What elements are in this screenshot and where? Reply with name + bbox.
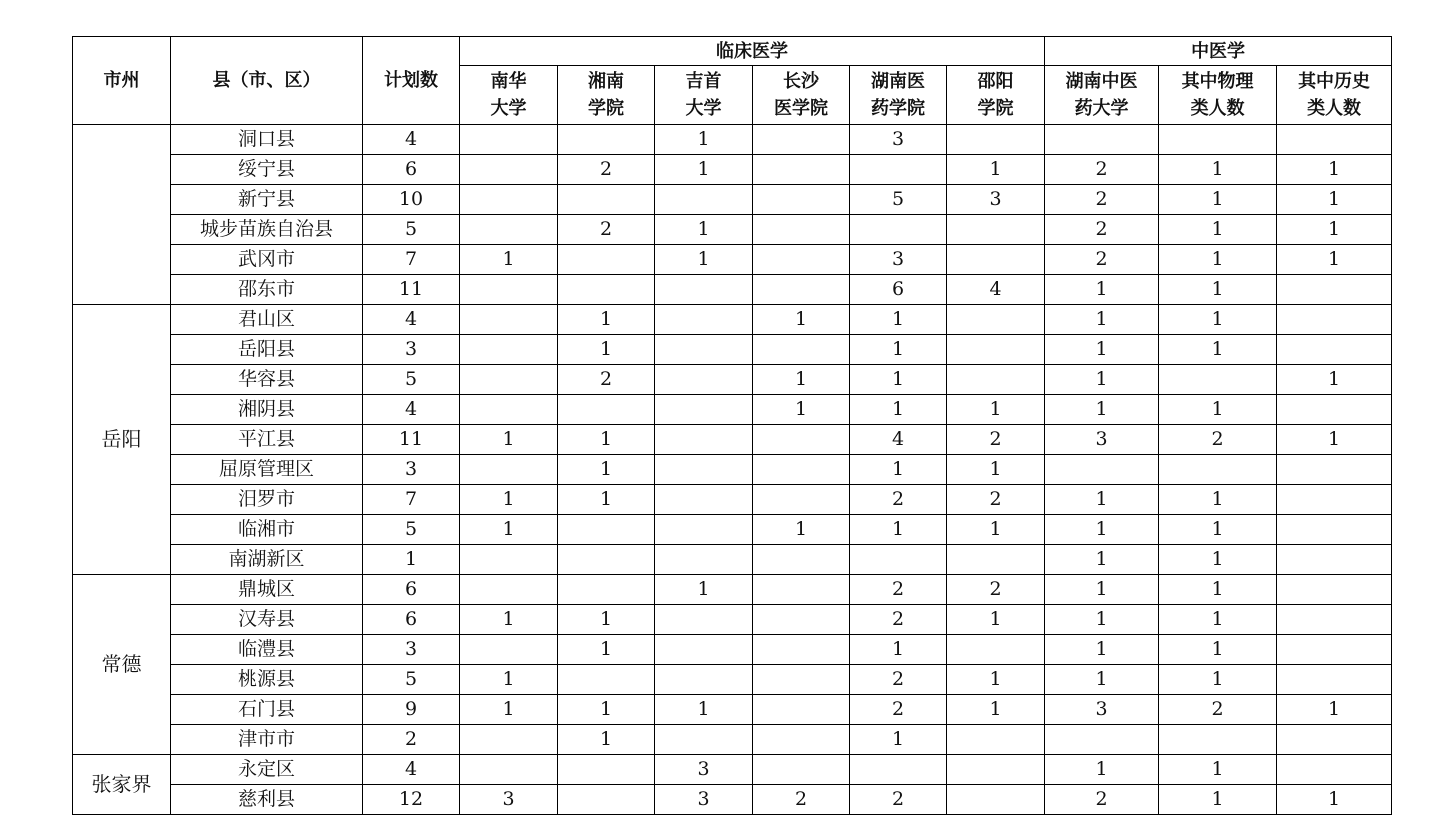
quota-cell: 1 — [1159, 665, 1277, 695]
quota-cell — [558, 395, 655, 425]
quota-cell: 2 — [850, 605, 947, 635]
plan-cell: 6 — [363, 575, 460, 605]
quota-cell: 1 — [460, 665, 558, 695]
quota-cell — [655, 395, 753, 425]
quota-cell — [655, 485, 753, 515]
quota-cell — [655, 725, 753, 755]
plan-cell: 4 — [363, 755, 460, 785]
quota-cell — [753, 185, 850, 215]
quota-cell — [753, 665, 850, 695]
quota-cell: 1 — [558, 305, 655, 335]
quota-cell — [947, 335, 1045, 365]
clinical-col-header: 邵阳 学院 — [947, 66, 1045, 125]
quota-table — [72, 36, 1392, 815]
quota-cell: 2 — [558, 215, 655, 245]
quota-cell — [753, 485, 850, 515]
quota-cell: 1 — [1159, 515, 1277, 545]
quota-cell — [850, 755, 947, 785]
quota-cell — [947, 245, 1045, 275]
quota-cell — [850, 545, 947, 575]
quota-cell — [947, 755, 1045, 785]
plan-cell: 10 — [363, 185, 460, 215]
quota-cell: 2 — [850, 575, 947, 605]
quota-cell — [460, 635, 558, 665]
plan-cell: 3 — [363, 455, 460, 485]
quota-cell: 1 — [850, 455, 947, 485]
county-cell: 华容县 — [171, 365, 363, 395]
quota-cell — [947, 545, 1045, 575]
quota-cell: 1 — [460, 515, 558, 545]
county-cell: 绥宁县 — [171, 155, 363, 185]
quota-cell — [460, 275, 558, 305]
plan-cell: 5 — [363, 365, 460, 395]
table-row — [73, 185, 1392, 215]
quota-cell: 3 — [850, 245, 947, 275]
quota-cell — [558, 785, 655, 815]
quota-cell — [1277, 545, 1392, 575]
quota-cell — [850, 215, 947, 245]
quota-cell: 1 — [1159, 755, 1277, 785]
quota-cell — [558, 245, 655, 275]
quota-cell: 1 — [558, 335, 655, 365]
table-row — [73, 425, 1392, 455]
table-row — [73, 725, 1392, 755]
quota-cell — [947, 125, 1045, 155]
quota-cell: 1 — [655, 155, 753, 185]
quota-cell — [655, 335, 753, 365]
county-cell: 屈原管理区 — [171, 455, 363, 485]
quota-cell: 2 — [850, 695, 947, 725]
clinical-col-header: 湘南 学院 — [558, 66, 655, 125]
plan-cell: 12 — [363, 785, 460, 815]
quota-cell: 3 — [655, 755, 753, 785]
quota-cell — [947, 365, 1045, 395]
county-cell: 临澧县 — [171, 635, 363, 665]
quota-cell — [460, 725, 558, 755]
quota-cell: 4 — [850, 425, 947, 455]
quota-cell: 2 — [947, 425, 1045, 455]
plan-cell: 5 — [363, 515, 460, 545]
quota-cell — [1277, 335, 1392, 365]
quota-cell: 6 — [850, 275, 947, 305]
quota-cell — [1159, 725, 1277, 755]
plan-cell: 4 — [363, 305, 460, 335]
quota-cell: 4 — [947, 275, 1045, 305]
quota-cell — [655, 515, 753, 545]
quota-cell — [558, 755, 655, 785]
county-cell: 永定区 — [171, 755, 363, 785]
quota-cell: 1 — [947, 155, 1045, 185]
quota-cell — [655, 455, 753, 485]
quota-cell: 1 — [460, 695, 558, 725]
quota-cell: 1 — [850, 305, 947, 335]
quota-cell: 1 — [1159, 485, 1277, 515]
quota-cell — [1045, 455, 1159, 485]
header-tcm-group: 中医学 — [1045, 37, 1392, 66]
quota-cell: 1 — [753, 515, 850, 545]
quota-cell: 1 — [850, 725, 947, 755]
plan-cell: 6 — [363, 605, 460, 635]
quota-cell: 1 — [1159, 605, 1277, 635]
quota-cell: 1 — [1159, 635, 1277, 665]
quota-cell — [1277, 665, 1392, 695]
quota-cell — [460, 755, 558, 785]
table-row — [73, 215, 1392, 245]
county-cell: 鼎城区 — [171, 575, 363, 605]
table-header — [73, 37, 1392, 125]
quota-cell: 1 — [1159, 275, 1277, 305]
county-cell: 汉寿县 — [171, 605, 363, 635]
quota-cell — [753, 125, 850, 155]
quota-cell: 1 — [655, 575, 753, 605]
table-row — [73, 695, 1392, 725]
quota-cell: 1 — [1045, 395, 1159, 425]
tcm-col-header: 其中历史 类人数 — [1277, 66, 1392, 125]
quota-cell — [1277, 605, 1392, 635]
quota-cell: 2 — [1045, 215, 1159, 245]
quota-cell: 1 — [558, 605, 655, 635]
quota-cell — [460, 185, 558, 215]
quota-cell — [655, 605, 753, 635]
quota-cell: 1 — [850, 365, 947, 395]
quota-cell — [1277, 515, 1392, 545]
quota-cell — [1045, 725, 1159, 755]
quota-cell: 1 — [850, 395, 947, 425]
quota-cell: 1 — [1159, 215, 1277, 245]
quota-cell — [753, 605, 850, 635]
table-row — [73, 245, 1392, 275]
quota-cell — [947, 725, 1045, 755]
quota-cell: 3 — [1045, 425, 1159, 455]
plan-cell: 9 — [363, 695, 460, 725]
quota-cell: 1 — [1159, 785, 1277, 815]
quota-cell: 1 — [1045, 485, 1159, 515]
quota-cell — [1277, 485, 1392, 515]
quota-cell: 3 — [655, 785, 753, 815]
quota-cell: 1 — [1045, 305, 1159, 335]
quota-cell: 1 — [850, 335, 947, 365]
table-row — [73, 605, 1392, 635]
quota-cell — [753, 575, 850, 605]
quota-cell: 1 — [947, 665, 1045, 695]
quota-cell — [460, 395, 558, 425]
county-cell: 临湘市 — [171, 515, 363, 545]
plan-cell: 5 — [363, 665, 460, 695]
quota-cell: 1 — [1045, 515, 1159, 545]
quota-cell: 1 — [558, 725, 655, 755]
quota-cell: 1 — [1159, 185, 1277, 215]
quota-cell: 1 — [1159, 545, 1277, 575]
quota-cell: 1 — [1159, 155, 1277, 185]
quota-cell: 1 — [1045, 545, 1159, 575]
header-plan: 计划数 — [363, 37, 460, 125]
county-cell: 邵东市 — [171, 275, 363, 305]
table-row — [73, 545, 1392, 575]
quota-cell: 1 — [1159, 575, 1277, 605]
quota-cell: 2 — [1045, 185, 1159, 215]
quota-cell: 2 — [753, 785, 850, 815]
table-row — [73, 275, 1392, 305]
header-clinical-group: 临床医学 — [460, 37, 1045, 66]
quota-cell: 3 — [850, 125, 947, 155]
plan-cell: 11 — [363, 275, 460, 305]
quota-cell — [947, 215, 1045, 245]
quota-cell — [460, 215, 558, 245]
quota-cell — [460, 305, 558, 335]
quota-cell — [753, 335, 850, 365]
county-cell: 石门县 — [171, 695, 363, 725]
quota-cell: 1 — [1277, 155, 1392, 185]
quota-cell — [655, 665, 753, 695]
quota-cell: 1 — [1159, 335, 1277, 365]
county-cell: 岳阳县 — [171, 335, 363, 365]
quota-cell — [753, 635, 850, 665]
plan-cell: 3 — [363, 635, 460, 665]
county-cell: 君山区 — [171, 305, 363, 335]
plan-cell: 7 — [363, 485, 460, 515]
table-row — [73, 335, 1392, 365]
quota-cell — [947, 785, 1045, 815]
quota-cell — [753, 455, 850, 485]
quota-cell — [753, 725, 850, 755]
table-row — [73, 755, 1392, 785]
quota-cell — [655, 185, 753, 215]
quota-cell — [1277, 725, 1392, 755]
quota-cell — [753, 275, 850, 305]
header-county: 县（市、区） — [171, 37, 363, 125]
quota-cell: 3 — [460, 785, 558, 815]
quota-cell: 1 — [460, 485, 558, 515]
quota-cell: 1 — [947, 515, 1045, 545]
table-row — [73, 575, 1392, 605]
quota-cell: 1 — [947, 695, 1045, 725]
county-cell: 津市市 — [171, 725, 363, 755]
quota-cell: 1 — [850, 635, 947, 665]
quota-cell: 1 — [1045, 755, 1159, 785]
table-body — [73, 125, 1392, 815]
quota-cell — [655, 305, 753, 335]
clinical-col-header: 吉首 大学 — [655, 66, 753, 125]
city-cell — [73, 125, 171, 305]
quota-cell — [753, 245, 850, 275]
plan-cell: 1 — [363, 545, 460, 575]
quota-cell: 1 — [558, 635, 655, 665]
quota-cell — [753, 155, 850, 185]
quota-cell: 1 — [1277, 365, 1392, 395]
quota-cell — [655, 365, 753, 395]
quota-cell — [1045, 125, 1159, 155]
quota-cell: 1 — [558, 455, 655, 485]
plan-cell: 4 — [363, 395, 460, 425]
quota-cell: 1 — [1045, 335, 1159, 365]
quota-cell — [947, 635, 1045, 665]
quota-cell: 1 — [460, 605, 558, 635]
quota-cell — [655, 545, 753, 575]
tcm-col-header: 其中物理 类人数 — [1159, 66, 1277, 125]
county-cell: 湘阴县 — [171, 395, 363, 425]
quota-cell — [1277, 575, 1392, 605]
quota-cell — [1277, 395, 1392, 425]
table-row — [73, 155, 1392, 185]
plan-cell: 11 — [363, 425, 460, 455]
quota-cell: 2 — [558, 155, 655, 185]
quota-cell: 1 — [1159, 245, 1277, 275]
quota-cell: 2 — [1045, 245, 1159, 275]
quota-cell: 1 — [753, 365, 850, 395]
quota-cell — [460, 575, 558, 605]
table-row — [73, 665, 1392, 695]
city-cell: 张家界 — [73, 755, 171, 815]
tcm-col-header: 湖南中医 药大学 — [1045, 66, 1159, 125]
quota-cell — [1277, 125, 1392, 155]
quota-cell: 1 — [753, 395, 850, 425]
quota-cell: 5 — [850, 185, 947, 215]
county-cell: 桃源县 — [171, 665, 363, 695]
plan-cell: 3 — [363, 335, 460, 365]
quota-cell: 1 — [1045, 575, 1159, 605]
quota-cell — [1277, 275, 1392, 305]
clinical-col-header: 湖南医 药学院 — [850, 66, 947, 125]
quota-cell: 1 — [850, 515, 947, 545]
quota-cell — [558, 185, 655, 215]
quota-cell — [1159, 125, 1277, 155]
table-row — [73, 395, 1392, 425]
quota-cell: 1 — [1277, 425, 1392, 455]
county-cell: 慈利县 — [171, 785, 363, 815]
quota-cell — [753, 425, 850, 455]
quota-cell: 1 — [1045, 275, 1159, 305]
quota-cell: 2 — [850, 785, 947, 815]
quota-cell: 1 — [1045, 605, 1159, 635]
table-row — [73, 455, 1392, 485]
table-row — [73, 485, 1392, 515]
quota-cell: 2 — [1159, 425, 1277, 455]
plan-cell: 2 — [363, 725, 460, 755]
header-city: 市州 — [73, 37, 171, 125]
quota-cell — [1277, 305, 1392, 335]
quota-cell: 3 — [947, 185, 1045, 215]
quota-cell: 2 — [1045, 155, 1159, 185]
county-cell: 洞口县 — [171, 125, 363, 155]
quota-cell — [1159, 455, 1277, 485]
quota-cell: 1 — [558, 485, 655, 515]
county-cell: 新宁县 — [171, 185, 363, 215]
quota-cell: 1 — [558, 695, 655, 725]
quota-cell: 1 — [655, 695, 753, 725]
quota-cell: 1 — [1277, 215, 1392, 245]
quota-cell — [947, 305, 1045, 335]
quota-cell — [1277, 635, 1392, 665]
quota-cell: 1 — [947, 455, 1045, 485]
quota-cell: 1 — [460, 245, 558, 275]
quota-cell: 1 — [1277, 185, 1392, 215]
plan-cell: 5 — [363, 215, 460, 245]
quota-cell — [460, 155, 558, 185]
county-cell: 平江县 — [171, 425, 363, 455]
quota-cell — [655, 275, 753, 305]
quota-cell — [558, 665, 655, 695]
table-row — [73, 125, 1392, 155]
quota-cell: 1 — [753, 305, 850, 335]
table-row — [73, 365, 1392, 395]
plan-cell: 7 — [363, 245, 460, 275]
plan-cell: 6 — [363, 155, 460, 185]
quota-cell — [753, 215, 850, 245]
plan-cell: 4 — [363, 125, 460, 155]
quota-cell — [460, 455, 558, 485]
quota-cell: 1 — [655, 245, 753, 275]
table-row — [73, 515, 1392, 545]
quota-cell: 2 — [1159, 695, 1277, 725]
quota-cell — [753, 545, 850, 575]
quota-cell — [558, 545, 655, 575]
county-cell: 武冈市 — [171, 245, 363, 275]
clinical-col-header: 南华 大学 — [460, 66, 558, 125]
quota-cell — [1277, 455, 1392, 485]
quota-cell: 2 — [947, 575, 1045, 605]
clinical-col-header: 长沙 医学院 — [753, 66, 850, 125]
county-cell: 南湖新区 — [171, 545, 363, 575]
quota-cell: 1 — [947, 605, 1045, 635]
quota-cell — [460, 125, 558, 155]
quota-cell: 1 — [1159, 305, 1277, 335]
quota-cell — [753, 755, 850, 785]
quota-cell — [850, 155, 947, 185]
quota-cell — [460, 545, 558, 575]
quota-cell: 2 — [850, 665, 947, 695]
quota-cell — [460, 365, 558, 395]
quota-cell: 1 — [1045, 665, 1159, 695]
quota-cell: 1 — [1045, 365, 1159, 395]
quota-cell: 1 — [947, 395, 1045, 425]
quota-cell: 1 — [460, 425, 558, 455]
quota-cell — [753, 695, 850, 725]
quota-cell: 1 — [558, 425, 655, 455]
quota-cell: 2 — [850, 485, 947, 515]
quota-cell — [1277, 755, 1392, 785]
quota-cell: 1 — [1277, 695, 1392, 725]
quota-cell: 1 — [1277, 245, 1392, 275]
county-cell: 汨罗市 — [171, 485, 363, 515]
quota-cell — [558, 275, 655, 305]
county-cell: 城步苗族自治县 — [171, 215, 363, 245]
quota-cell: 1 — [1159, 395, 1277, 425]
quota-cell — [1159, 365, 1277, 395]
quota-cell: 1 — [1045, 635, 1159, 665]
quota-cell: 1 — [655, 215, 753, 245]
quota-cell — [655, 635, 753, 665]
table-row — [73, 785, 1392, 815]
quota-cell: 2 — [947, 485, 1045, 515]
quota-cell: 3 — [1045, 695, 1159, 725]
city-cell: 岳阳 — [73, 305, 171, 575]
table-row — [73, 635, 1392, 665]
quota-cell: 1 — [1277, 785, 1392, 815]
table-row — [73, 305, 1392, 335]
quota-cell — [558, 575, 655, 605]
quota-cell: 1 — [655, 125, 753, 155]
quota-cell — [655, 425, 753, 455]
quota-cell — [558, 515, 655, 545]
quota-cell: 2 — [558, 365, 655, 395]
city-cell: 常德 — [73, 575, 171, 755]
quota-cell — [558, 125, 655, 155]
quota-cell: 2 — [1045, 785, 1159, 815]
quota-cell — [460, 335, 558, 365]
